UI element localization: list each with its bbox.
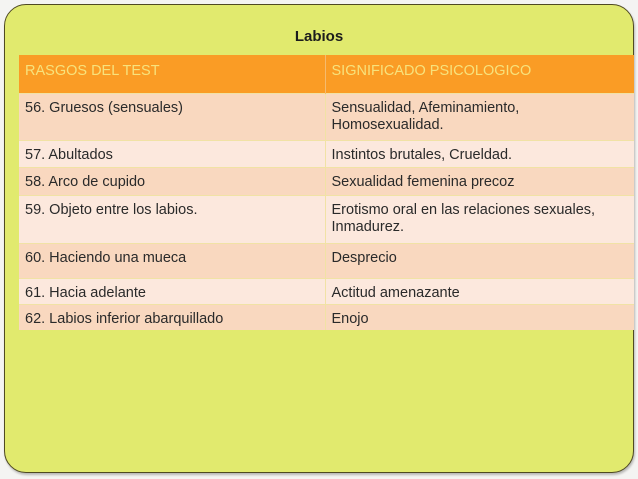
column-header-traits: RASGOS DEL TEST: [19, 55, 325, 93]
column-header-meaning: SIGNIFICADO PSICOLOGICO: [325, 55, 634, 93]
meaning-cell: Enojo: [325, 304, 634, 330]
table-row: [19, 140, 634, 167]
table-row: [19, 167, 634, 195]
meaning-cell: Erotismo oral en las relaciones sexuales, Inmadurez.: [325, 195, 634, 243]
meaning-cell: Desprecio: [325, 243, 634, 278]
table-row: [19, 93, 634, 140]
table-row: [19, 195, 634, 243]
trait-cell: 61. Hacia adelante: [19, 278, 325, 304]
meaning-cell: Instintos brutales, Crueldad.: [325, 140, 634, 167]
meaning-cell: Actitud amenazante: [325, 278, 634, 304]
trait-cell: 62. Labios inferior abarquillado: [19, 304, 325, 330]
table-row: [19, 243, 634, 278]
trait-cell: 57. Abultados: [19, 140, 325, 167]
trait-cell: 59. Objeto entre los labios.: [19, 195, 325, 243]
meaning-cell: Sensualidad, Afeminamiento, Homosexualidad.: [325, 93, 634, 140]
table-row: [19, 304, 634, 330]
traits-table: [19, 55, 634, 330]
meaning-cell: Sexualidad femenina precoz: [325, 167, 634, 195]
table-header-row: [19, 55, 634, 93]
trait-cell: 58. Arco de cupido: [19, 167, 325, 195]
slide-title: Labios: [294, 28, 344, 45]
table-row: [19, 278, 634, 304]
trait-cell: 60. Haciendo una mueca: [19, 243, 325, 278]
trait-cell: 56. Gruesos (sensuales): [19, 93, 325, 140]
slide-panel: [4, 4, 634, 473]
